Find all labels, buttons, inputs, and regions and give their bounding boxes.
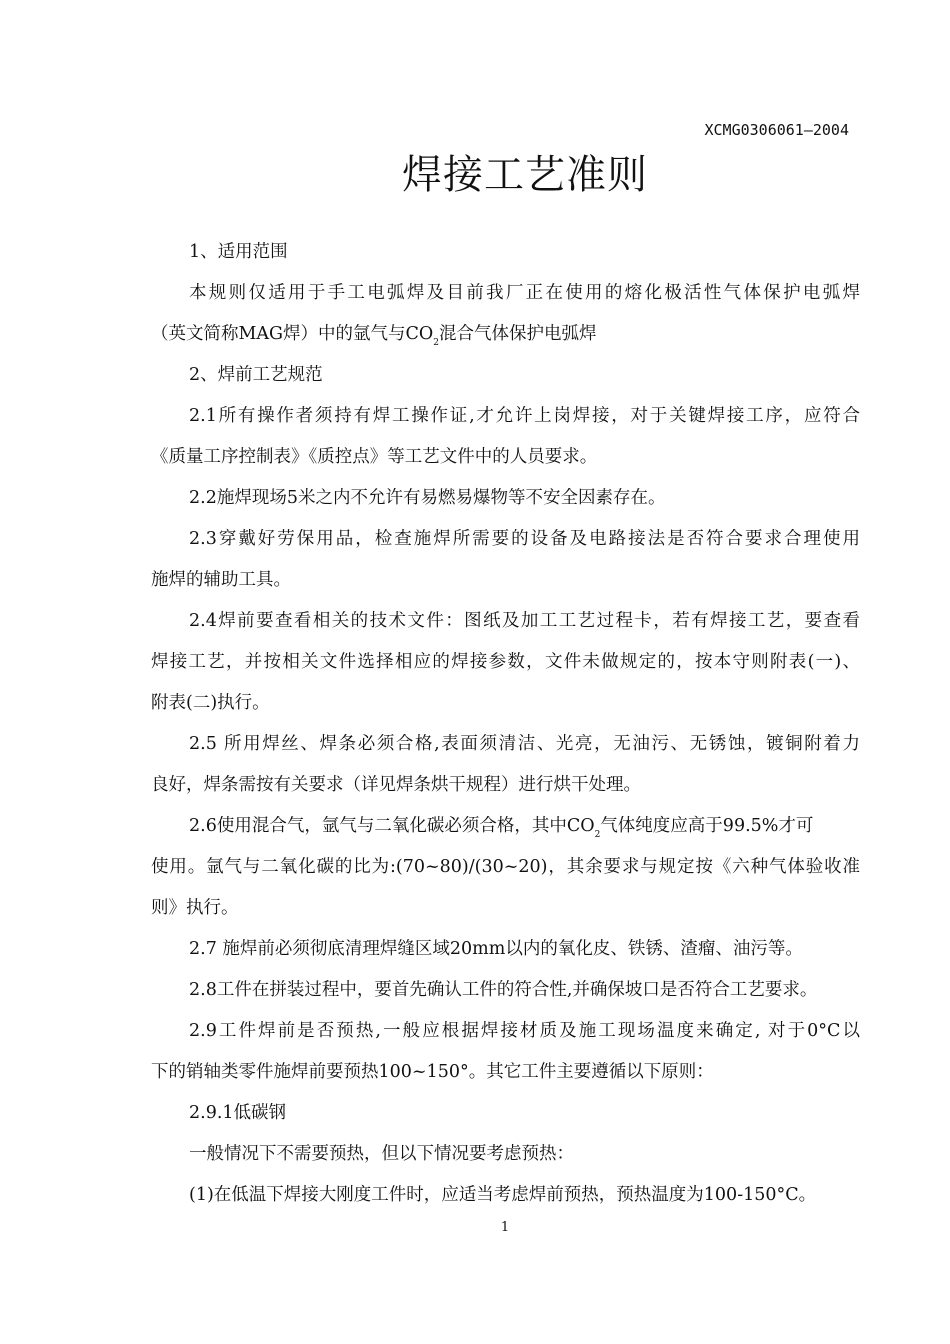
paragraph-line: 一般情况下不需要预热，但以下情况要考虑预热： (189, 1144, 574, 1164)
paragraph-line: 2.1所有操作者须持有焊工操作证,才允许上岗焊接，对于关键焊接工序，应符合 (189, 406, 860, 426)
paragraph-line: 施焊的辅助工具。 (151, 570, 291, 590)
section-heading: 2、焊前工艺规范 (189, 365, 323, 385)
paragraph-line: 《质量工序控制表》《质控点》等工艺文件中的人员要求。 (151, 447, 598, 467)
section-heading: 1、适用范围 (189, 242, 288, 262)
paragraph-line: 下的销轴类零件施焊前要预热100~150°。其它工件主要遵循以下原则： (151, 1062, 714, 1082)
paragraph-line: 本规则仅适用于手工电弧焊及目前我厂正在使用的熔化极活性气体保护电弧焊 (189, 283, 860, 303)
paragraph-line: 2.9工件焊前是否预热,一般应根据焊接材质及施工现场温度来确定, 对于0°C以 (189, 1021, 860, 1041)
paragraph-line: 2.4焊前要查看相关的技术文件：图纸及加工工艺过程卡，若有焊接工艺，要查看 (189, 611, 860, 631)
paragraph-line: 2.2施焊现场5米之内不允许有易燃易爆物等不安全因素存在。 (189, 488, 666, 508)
subsection-heading: 2.9.1低碳钢 (189, 1103, 287, 1123)
paragraph-line: 良好，焊条需按有关要求（详见焊条烘干规程）进行烘干处理。 (151, 775, 641, 795)
page-number: 1 (500, 1220, 510, 1235)
paragraph-line: 焊接工艺，并按相关文件选择相应的焊接参数，文件未做规定的，按本守则附表(一)、 (151, 652, 860, 672)
subscript: 2 (433, 338, 440, 348)
paragraph-line: 2.3穿戴好劳保用品，检查施焊所需要的设备及电路接法是否符合要求合理使用 (189, 529, 860, 549)
paragraph-line: 2.7 施焊前必须彻底清理焊缝区域20mm以内的氧化皮、铁锈、渣瘤、油污等。 (189, 939, 803, 959)
document-body (151, 232, 860, 1216)
paragraph-line: （英文简称MAG焊）中的氩气与$CO_2$混合气体保护电弧焊 (151, 324, 597, 348)
paragraph-line: 则》执行。 (151, 898, 239, 918)
paragraph-line: 附表(二)执行。 (151, 693, 270, 713)
document-title: 焊接工艺准则 (402, 152, 648, 198)
paragraph-line: 2.5 所用焊丝、焊条必须合格,表面须清洁、光亮，无油污、无锈蚀，镀铜附着力 (189, 734, 860, 754)
document-code: XCMG0306061—2004 (704, 121, 849, 139)
paragraph-line: 使用。氩气与二氧化碳的比为:(70~80)/(30~20)，其余要求与规定按《六种气体验收准 (151, 857, 860, 877)
subscript: 2 (594, 830, 601, 840)
paragraph-line: 2.6使用混合气，氩气与二氧化碳必须合格，其中$CO_2$气体纯度应高于99.5%才可 (189, 816, 814, 840)
paragraph-line: 2.8工件在拼装过程中，要首先确认工件的符合性,并确保坡口是否符合工艺要求。 (189, 980, 818, 1000)
list-item: (1)在低温下焊接大刚度工件时，应适当考虑焊前预热，预热温度为100-150°C。 (189, 1185, 817, 1205)
